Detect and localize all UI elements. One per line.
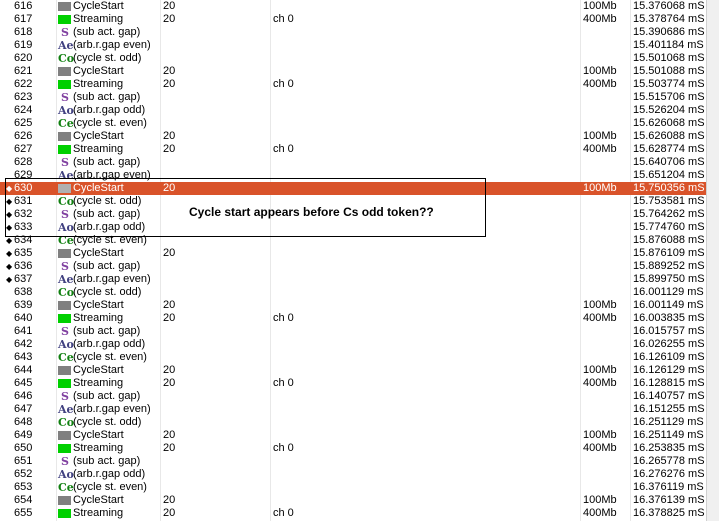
channel: ch 0 xyxy=(273,442,294,454)
token-ce-icon: Ce xyxy=(58,117,74,130)
timestamp: 15.515706 mS xyxy=(633,91,705,103)
event-label: (sub act. gap) xyxy=(73,260,141,272)
token-co-icon: Co xyxy=(58,416,75,429)
event-label: (sub act. gap) xyxy=(73,325,141,337)
table-row[interactable] xyxy=(0,494,706,507)
speed: 100Mb xyxy=(583,182,617,194)
node-id: 20 xyxy=(163,78,176,90)
token-ao-icon: Ao xyxy=(58,104,74,117)
event-label: CycleStart xyxy=(73,364,124,376)
timestamp: 15.640706 mS xyxy=(633,156,705,168)
timestamp: 15.750356 mS xyxy=(633,182,705,194)
row-index: 646 xyxy=(14,390,33,402)
token-ao-icon: Ao xyxy=(58,338,74,351)
table-row[interactable] xyxy=(0,299,706,312)
row-index: 644 xyxy=(14,364,33,376)
timestamp: 15.753581 mS xyxy=(633,195,705,207)
row-index: 633 xyxy=(14,221,33,233)
token-s-icon: S xyxy=(61,91,69,104)
row-index: 631 xyxy=(14,195,33,207)
event-label: Streaming xyxy=(73,13,124,25)
event-label: (sub act. gap) xyxy=(73,208,141,220)
cycle-start-icon xyxy=(58,2,71,11)
table-row[interactable] xyxy=(0,13,706,26)
token-ce-icon: Ce xyxy=(58,234,74,247)
event-label: CycleStart xyxy=(73,130,124,142)
row-index: 624 xyxy=(14,104,33,116)
token-ae-icon: Ae xyxy=(58,39,74,52)
bookmark-marker-icon: ◆ xyxy=(6,197,13,206)
node-id: 20 xyxy=(163,130,176,142)
speed: 100Mb xyxy=(583,0,617,12)
cycle-start-icon xyxy=(58,496,71,505)
event-label: Streaming xyxy=(73,312,124,324)
event-label: (sub act. gap) xyxy=(73,455,141,467)
token-s-icon: S xyxy=(61,208,69,221)
streaming-icon xyxy=(58,379,71,388)
streaming-icon xyxy=(58,314,71,323)
timestamp: 16.026255 mS xyxy=(633,338,705,350)
event-label: CycleStart xyxy=(73,65,124,77)
timestamp: 16.378825 mS xyxy=(633,507,705,519)
table-row[interactable] xyxy=(0,468,706,481)
event-label: (arb.r.gap even) xyxy=(73,39,151,51)
table-row[interactable] xyxy=(0,39,706,52)
token-ao-icon: Ao xyxy=(58,468,74,481)
speed: 400Mb xyxy=(583,507,617,519)
event-label: (cycle st. even) xyxy=(73,481,147,493)
event-label: CycleStart xyxy=(73,299,124,311)
timestamp: 15.626088 mS xyxy=(633,130,705,142)
event-label: CycleStart xyxy=(73,0,124,12)
row-index: 641 xyxy=(14,325,33,337)
table-row[interactable] xyxy=(0,247,706,260)
bookmark-marker-icon: ◆ xyxy=(6,210,13,219)
timestamp: 15.501088 mS xyxy=(633,65,705,77)
row-index: 626 xyxy=(14,130,33,142)
table-row[interactable] xyxy=(0,325,706,338)
token-s-icon: S xyxy=(61,260,69,273)
cycle-start-icon xyxy=(58,132,71,141)
event-label: Streaming xyxy=(73,143,124,155)
cycle-start-icon xyxy=(58,431,71,440)
speed: 100Mb xyxy=(583,494,617,506)
event-label: (cycle st. odd) xyxy=(73,286,142,298)
event-label: (cycle st. odd) xyxy=(73,416,142,428)
row-index: 651 xyxy=(14,455,33,467)
timestamp: 16.126129 mS xyxy=(633,364,705,376)
timestamp: 16.001129 mS xyxy=(633,286,704,298)
token-s-icon: S xyxy=(61,390,69,403)
node-id: 20 xyxy=(163,299,176,311)
node-id: 20 xyxy=(163,65,176,77)
timestamp: 16.001149 mS xyxy=(633,299,704,311)
row-index: 654 xyxy=(14,494,33,506)
timestamp: 16.128815 mS xyxy=(633,377,705,389)
timestamp: 15.876109 mS xyxy=(633,247,705,259)
channel: ch 0 xyxy=(273,507,294,519)
event-label: (sub act. gap) xyxy=(73,91,141,103)
channel: ch 0 xyxy=(273,143,294,155)
speed: 400Mb xyxy=(583,13,617,25)
event-label: (arb.r.gap even) xyxy=(73,169,151,181)
row-index: 619 xyxy=(14,39,33,51)
table-row[interactable] xyxy=(0,117,706,130)
timestamp: 15.390686 mS xyxy=(633,26,705,38)
node-id: 20 xyxy=(163,0,176,12)
event-label: (sub act. gap) xyxy=(73,26,141,38)
cycle-start-icon xyxy=(58,67,71,76)
cycle-start-icon xyxy=(58,301,71,310)
vertical-scrollbar[interactable] xyxy=(706,0,719,521)
speed: 100Mb xyxy=(583,429,617,441)
event-label: (arb.r.gap odd) xyxy=(73,338,146,350)
table-row[interactable] xyxy=(0,403,706,416)
bookmark-marker-icon: ◆ xyxy=(6,275,13,284)
node-id: 20 xyxy=(163,182,176,194)
event-label: (arb.r.gap odd) xyxy=(73,221,146,233)
event-label: CycleStart xyxy=(73,429,124,441)
table-row[interactable] xyxy=(0,416,706,429)
row-index: 627 xyxy=(14,143,33,155)
row-index: 621 xyxy=(14,65,33,77)
table-row[interactable] xyxy=(0,442,706,455)
table-row[interactable] xyxy=(0,130,706,143)
row-index: 628 xyxy=(14,156,33,168)
table-row[interactable] xyxy=(0,156,706,169)
bookmark-marker-icon: ◆ xyxy=(6,249,13,258)
timestamp: 15.376068 mS xyxy=(633,0,705,12)
speed: 100Mb xyxy=(583,130,617,142)
event-label: (sub act. gap) xyxy=(73,390,141,402)
table-row[interactable] xyxy=(0,377,706,390)
speed: 100Mb xyxy=(583,65,617,77)
table-row[interactable] xyxy=(0,429,706,442)
timestamp: 15.626068 mS xyxy=(633,117,705,129)
speed: 100Mb xyxy=(583,364,617,376)
token-co-icon: Co xyxy=(58,286,75,299)
cycle-start-icon xyxy=(58,366,71,375)
row-index: 649 xyxy=(14,429,33,441)
table-row[interactable] xyxy=(0,260,706,273)
row-index: 622 xyxy=(14,78,33,90)
timestamp: 15.503774 mS xyxy=(633,78,705,90)
streaming-icon xyxy=(58,444,71,453)
event-label: (arb.r.gap even) xyxy=(73,273,151,285)
speed: 100Mb xyxy=(583,299,617,311)
token-ao-icon: Ao xyxy=(58,221,74,234)
row-index: 647 xyxy=(14,403,33,415)
node-id: 20 xyxy=(163,312,176,324)
timestamp: 16.376119 mS xyxy=(633,481,704,493)
node-id: 20 xyxy=(163,429,176,441)
streaming-icon xyxy=(58,145,71,154)
token-ce-icon: Ce xyxy=(58,481,74,494)
row-index: 643 xyxy=(14,351,33,363)
table-row[interactable] xyxy=(0,390,706,403)
event-label: (cycle st. even) xyxy=(73,234,147,246)
event-label: (cycle st. odd) xyxy=(73,195,142,207)
row-index: 636 xyxy=(14,260,33,272)
timestamp: 15.889252 mS xyxy=(633,260,705,272)
streaming-icon xyxy=(58,509,71,518)
row-index: 630 xyxy=(14,182,33,194)
node-id: 20 xyxy=(163,377,176,389)
row-index: 623 xyxy=(14,91,33,103)
row-index: 629 xyxy=(14,169,33,181)
timestamp: 16.151255 mS xyxy=(633,403,705,415)
annotation-text: Cycle start appears before Cs odd token?? xyxy=(189,205,434,219)
bookmark-marker-icon: ◆ xyxy=(6,184,13,193)
table-row[interactable] xyxy=(0,104,706,117)
timestamp: 16.251129 mS xyxy=(633,416,704,428)
token-ae-icon: Ae xyxy=(58,273,74,286)
row-index: 632 xyxy=(14,208,33,220)
row-index: 648 xyxy=(14,416,33,428)
token-co-icon: Co xyxy=(58,52,75,65)
table-row[interactable] xyxy=(0,91,706,104)
timestamp: 16.015757 mS xyxy=(633,325,705,337)
event-label: CycleStart xyxy=(73,494,124,506)
streaming-icon xyxy=(58,80,71,89)
table-row[interactable] xyxy=(0,364,706,377)
timestamp: 15.501068 mS xyxy=(633,52,705,64)
timestamp: 16.126109 mS xyxy=(633,351,705,363)
row-index: 650 xyxy=(14,442,33,454)
token-ae-icon: Ae xyxy=(58,403,74,416)
timestamp: 16.376139 mS xyxy=(633,494,705,506)
table-row[interactable] xyxy=(0,338,706,351)
channel: ch 0 xyxy=(273,13,294,25)
token-ae-icon: Ae xyxy=(58,169,74,182)
node-id: 20 xyxy=(163,494,176,506)
event-label: (cycle st. even) xyxy=(73,117,147,129)
node-id: 20 xyxy=(163,364,176,376)
token-ce-icon: Ce xyxy=(58,351,74,364)
token-s-icon: S xyxy=(61,325,69,338)
row-index: 645 xyxy=(14,377,33,389)
timestamp: 15.526204 mS xyxy=(633,104,705,116)
speed: 400Mb xyxy=(583,312,617,324)
row-index: 620 xyxy=(14,52,33,64)
row-index: 653 xyxy=(14,481,33,493)
speed: 400Mb xyxy=(583,143,617,155)
timestamp: 16.265778 mS xyxy=(633,455,705,467)
cycle-start-icon xyxy=(58,249,71,258)
timestamp: 15.628774 mS xyxy=(633,143,705,155)
speed: 400Mb xyxy=(583,78,617,90)
table-row[interactable] xyxy=(0,78,706,91)
timestamp: 15.651204 mS xyxy=(633,169,705,181)
row-index: 652 xyxy=(14,468,33,480)
event-label: CycleStart xyxy=(73,247,124,259)
token-co-icon: Co xyxy=(58,195,75,208)
row-index: 639 xyxy=(14,299,33,311)
row-index: 634 xyxy=(14,234,33,246)
event-label: CycleStart xyxy=(73,182,124,194)
row-index: 637 xyxy=(14,273,33,285)
row-index: 616 xyxy=(14,0,33,12)
event-label: (cycle st. even) xyxy=(73,351,147,363)
token-s-icon: S xyxy=(61,455,69,468)
event-label: (sub act. gap) xyxy=(73,156,141,168)
channel: ch 0 xyxy=(273,78,294,90)
timestamp: 15.764262 mS xyxy=(633,208,705,220)
timestamp: 15.876088 mS xyxy=(633,234,705,246)
row-index: 638 xyxy=(14,286,33,298)
table-row[interactable] xyxy=(0,286,706,299)
row-index: 642 xyxy=(14,338,33,350)
event-label: (cycle st. odd) xyxy=(73,52,142,64)
node-id: 20 xyxy=(163,143,176,155)
timestamp: 15.401184 mS xyxy=(633,39,704,51)
table-row[interactable] xyxy=(0,26,706,39)
event-label: (arb.r.gap even) xyxy=(73,403,151,415)
timestamp: 15.378764 mS xyxy=(633,13,705,25)
table-row[interactable] xyxy=(0,143,706,156)
channel: ch 0 xyxy=(273,312,294,324)
table-row[interactable] xyxy=(0,351,706,364)
speed: 400Mb xyxy=(583,377,617,389)
timestamp: 16.140757 mS xyxy=(633,390,705,402)
node-id: 20 xyxy=(163,442,176,454)
bookmark-marker-icon: ◆ xyxy=(6,236,13,245)
bookmark-marker-icon: ◆ xyxy=(6,223,13,232)
row-index: 655 xyxy=(14,507,33,519)
table-row[interactable] xyxy=(0,481,706,494)
row-index: 617 xyxy=(14,13,33,25)
row-index: 635 xyxy=(14,247,33,259)
table-row[interactable] xyxy=(0,273,706,286)
table-row[interactable] xyxy=(0,0,706,13)
token-s-icon: S xyxy=(61,156,69,169)
timestamp: 16.253835 mS xyxy=(633,442,705,454)
timestamp: 15.899750 mS xyxy=(633,273,705,285)
node-id: 20 xyxy=(163,13,176,25)
table-row[interactable] xyxy=(0,52,706,65)
timestamp: 15.774760 mS xyxy=(633,221,705,233)
table-row[interactable] xyxy=(0,65,706,78)
channel: ch 0 xyxy=(273,377,294,389)
speed: 400Mb xyxy=(583,442,617,454)
table-row[interactable] xyxy=(0,455,706,468)
table-row[interactable] xyxy=(0,312,706,325)
event-label: Streaming xyxy=(73,442,124,454)
table-row[interactable] xyxy=(0,507,706,520)
token-s-icon: S xyxy=(61,26,69,39)
event-label: Streaming xyxy=(73,78,124,90)
event-label: Streaming xyxy=(73,507,124,519)
node-id: 20 xyxy=(163,507,176,519)
streaming-icon xyxy=(58,15,71,24)
node-id: 20 xyxy=(163,247,176,259)
event-label: (arb.r.gap odd) xyxy=(73,468,146,480)
timestamp: 16.276276 mS xyxy=(633,468,705,480)
timestamp: 16.251149 mS xyxy=(633,429,704,441)
row-index: 625 xyxy=(14,117,33,129)
event-label: Streaming xyxy=(73,377,124,389)
timestamp: 16.003835 mS xyxy=(633,312,705,324)
row-index: 618 xyxy=(14,26,33,38)
event-label: (arb.r.gap odd) xyxy=(73,104,146,116)
row-index: 640 xyxy=(14,312,33,324)
bookmark-marker-icon: ◆ xyxy=(6,262,13,271)
